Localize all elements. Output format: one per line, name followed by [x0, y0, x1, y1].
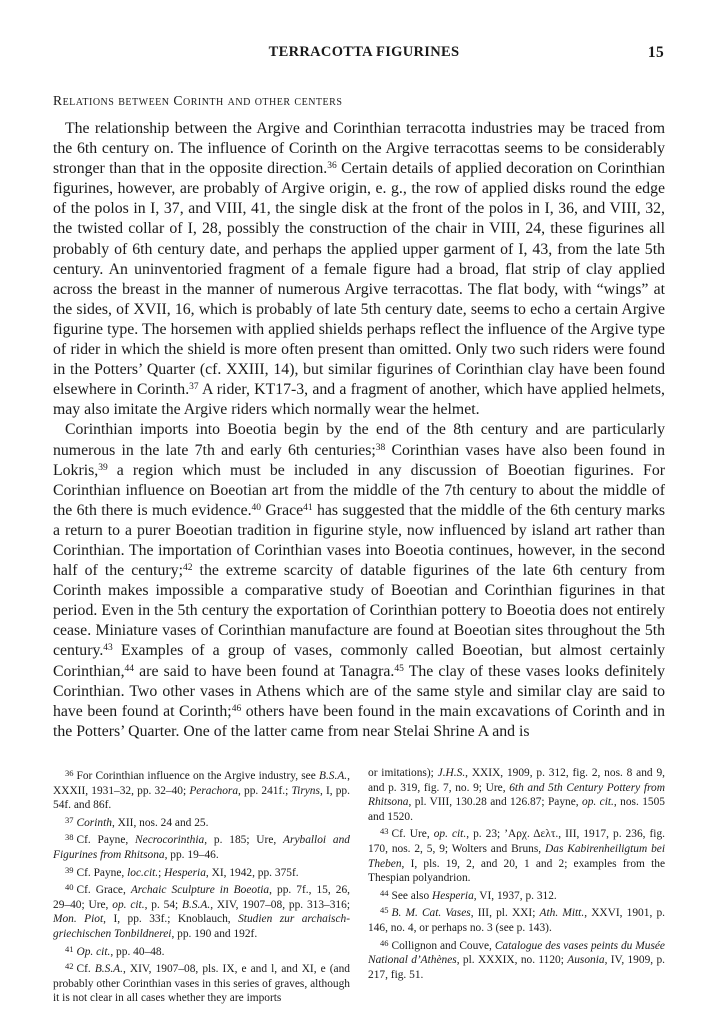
footnote-number: 36 — [65, 768, 74, 778]
section-heading: Relations between Corinth and other centers — [53, 93, 343, 108]
footnote-text: For Corinthian influence on the Argive industry, see — [76, 770, 319, 782]
footnotes-left-column — [53, 766, 351, 1005]
footnote-ref: 39 — [98, 462, 108, 473]
footnote-citation-title: Ausonia — [567, 954, 605, 967]
footnote-number: 45 — [380, 905, 389, 916]
footnote-citation-title: B. M. Cat. Vases — [391, 907, 471, 920]
footnote-citation-title: Op. cit. — [76, 945, 111, 958]
footnote-number: 44 — [380, 887, 389, 898]
footnote-text: See also — [391, 889, 432, 902]
footnote-text: , p. 23; ’Αρχ. Δελτ., III, 1917, p. 236, fig. 170, nos. 2, 5, 9; Wolters and Bruns, — [368, 828, 666, 855]
footnote-citation-title: Das Kabirenheiligtum bei Theben — [368, 842, 665, 870]
footnote — [53, 880, 350, 941]
footnote-text: , pp. 7f., 15, 26, 29–40; Ure, — [53, 884, 350, 911]
footnote-citation-title: J.H.S. — [437, 767, 466, 779]
footnote-text: ; — [158, 866, 165, 879]
footnote — [368, 824, 665, 885]
footnote-text: , XII, nos. 24 and 25. — [111, 816, 209, 829]
footnote-text: Cf. — [76, 963, 95, 976]
footnote-text: , I, pp. 33f.; Knoblauch, — [103, 913, 239, 926]
footnote-ref: 37 — [189, 382, 199, 393]
body-text — [53, 119, 665, 742]
footnote-text: Cf. Payne, — [76, 834, 136, 847]
footnote-text: or imitations); — [368, 767, 438, 779]
text-run: Corinthian vases have also been found in Lokris, — [53, 441, 665, 479]
text-run: Grace — [261, 501, 304, 519]
footnote-text: , I, pls. 19, 2, and 20, 1 and 2; examples from the Thespian polyandrion. — [368, 857, 665, 885]
footnote-text: , XXIX, 1909, p. 312, fig. 2, nos. 8 and 9, and p. 319, fig. 7, no. 9; Ure, — [368, 767, 665, 794]
footnote-text: , pl. XXXIX, no. 1120; — [456, 954, 568, 967]
footnote-text: Cf. Ure, — [391, 828, 434, 841]
footnote-text: , p. 185; Ure, — [204, 834, 284, 847]
footnote-text: , p. 54; — [144, 898, 183, 911]
running-head-title: TERRACOTTA FIGURINES — [268, 44, 460, 60]
text-run: The relationship between the Argive and Corinthian terracotta industries may be traced from the 6th century on. The influence of Corinth on the Argive terracottas seems to be considerably stronger than that in the opposite direction. — [53, 120, 665, 178]
footnote-citation-title: Tiryns — [291, 784, 320, 797]
footnote-ref: 42 — [182, 563, 193, 574]
footnote — [53, 942, 350, 960]
text-run: Certain details of applied decoration on Corinthian figurines, however, are probably of Argive origin, e. g., the row of applied disks round the edge of the polos in I, 37, and VIII, 41, the single disk at the front of the polos in I, 36, and VIII, 32, the twisted collar of I, 28, possibly the construction of the chair in VIII, 24, these figurines all probably of 6th century date, and perhaps the applied upper garment of I, 43, from the late 5th century. An uninventoried fragment of a female figure had a broad, flat strip of clay applied across the breast in the manner of numerous Argive terracottas. The flat body, with “wings” at the sides, of XVII, 16, which is probably of late 5th century date, seems to echo a certain Argive figurine type. The horsemen with applied shields perhaps reflect the influence of the Argive type of rider in which the shield is more often present than omitted. Only two such riders were found in the Potters’ Quarter (cf. XXIII, 14), but similar figurines of Corinthian clay have been found elsewhere in Corinth. — [53, 160, 665, 399]
footnote-citation-title: Catalogue des vases peints du Musée National d’Athènes — [368, 939, 665, 967]
footnote-text: Collignon and Couve, — [391, 939, 495, 952]
footnote-citation-title: Ath. Mitt. — [539, 907, 585, 920]
running-head — [64, 44, 664, 64]
footnote-ref: 41 — [303, 502, 313, 513]
footnote — [53, 766, 350, 813]
body-paragraph — [53, 420, 665, 742]
footnote-citation-title: op. cit. — [433, 828, 467, 841]
footnotes — [53, 766, 666, 1005]
footnote-citation-title: op. cit. — [582, 796, 614, 809]
footnote — [53, 863, 350, 881]
footnote — [368, 766, 665, 824]
footnote-text: , pl. VIII, 130.28 and 126.87; Payne, — [408, 796, 583, 809]
footnote-text: , XIV, 1907–08, pp. 313–316; — [210, 898, 350, 911]
footnote-text: , VI, 1937, p. 312. — [473, 889, 557, 902]
footnote-text: , XIV, 1907–08, pls. IX, e and l, and XI, e (and probably other Corinthian vases in this series of graves, although it is not clear in all cases whether they are imports — [53, 963, 351, 1005]
footnote-text: , I, pp. 54f. and 86f. — [53, 784, 350, 812]
text-run: the extreme scarcity of datable figurines of the late 6th century from Corinth makes impossible a comparative study of Boeotian and Corinthian figurines in that period. Even in the 5th century the exportation of Corinthian pottery to Boeotia does not entirely cease. Miniature vases of Corinthian manufacture are found at Boeotian sites throughout the 5th century. — [53, 562, 666, 660]
footnote-citation-title: loc.cit. — [127, 866, 159, 879]
footnote-citation-title: Necrocorinthia — [135, 834, 205, 847]
footnote-text: , IV, 1909, p. 217, fig. 51. — [368, 954, 665, 981]
footnote-ref: 45 — [394, 663, 404, 674]
footnote — [368, 903, 665, 935]
footnote-number: 41 — [65, 943, 74, 954]
footnote-citation-title: Hesperia — [432, 889, 474, 902]
footnote-number: 43 — [380, 826, 389, 837]
footnote-ref: 46 — [231, 703, 242, 714]
body-paragraph — [53, 119, 665, 420]
footnote-text: Cf. Grace, — [76, 884, 131, 897]
footnote-number: 38 — [65, 832, 74, 843]
footnote-text: Cf. Payne, — [76, 866, 128, 879]
footnote-number: 39 — [65, 864, 74, 875]
footnote-text: , nos. 1505 and 1520. — [368, 796, 665, 823]
text-run: a region which must be included in any discussion of Boeotian figurines. For Corinthian influence on Boeotian art from the middle of the 7th century to about the middle of the 6th there is much evidence. — [53, 461, 665, 519]
footnote-citation-title: B.S.A. — [318, 770, 348, 782]
footnote-citation-title: B.S.A. — [94, 963, 123, 976]
footnote-citation-title: Corinth — [76, 816, 112, 829]
footnote-citation-title: B.S.A. — [182, 898, 211, 911]
footnote-text: , XI, 1942, pp. 375f. — [205, 866, 299, 879]
text-run: others have been found in the main excavations of Corinth and in the Potters’ Quarter. One of the latter came from near Stelai Shrine A and is — [53, 702, 665, 740]
footnote-text: , pp. 190 and 192f. — [171, 927, 258, 940]
footnote — [368, 936, 665, 983]
footnote — [368, 886, 665, 904]
footnote-citation-title: Perachora — [189, 784, 239, 797]
footnote — [53, 959, 350, 1006]
footnote-number: 46 — [380, 937, 389, 948]
footnote-ref: 40 — [251, 502, 262, 513]
footnote-text: , pp. 19–46. — [164, 848, 219, 861]
footnote-citation-title: Mon. Piot — [53, 913, 104, 926]
footnote-number: 40 — [65, 882, 74, 893]
text-run: Examples of a group of vases, commonly called Boeotian, but almost certainly Corinthian, — [53, 642, 665, 680]
text-run: has suggested that the middle of the 6th century marks a return to a purer Boeotian tradition in figurine style, now influenced by island art rather than Corinthian. The importation of Corinthian vases into Boeotia continues, however, in the second half of the century; — [53, 501, 665, 580]
footnote-text: , XXXII, 1931–32, pp. 32–40; — [53, 770, 350, 797]
footnote-citation-title: op. cit. — [112, 898, 145, 911]
footnote-text: , pp. 40–48. — [110, 945, 165, 958]
footnote-citation-title: 6th and 5th Century Pottery from Rhitsona — [368, 781, 665, 809]
footnote-ref: 43 — [103, 643, 113, 654]
footnote-ref: 44 — [124, 663, 135, 674]
footnote-number: 42 — [65, 961, 74, 972]
text-run: The clay of these vases looks definitely Corinthian. Two other vases in Athens which are of the same style and similar clay are said to have been found at Corinth; — [53, 662, 666, 720]
footnote-citation-title: Archaic Sculpture in Boeotia — [130, 884, 270, 897]
footnotes-right-column — [368, 766, 665, 986]
footnote-text: , pp. 241f.; — [238, 784, 292, 797]
footnote-text: , XXVI, 1901, p. 146, no. 4, or perhaps no. 3 (see p. 143). — [368, 907, 665, 934]
footnote-citation-title: Studien zur archaisch-griechischen Tonbildnerei — [53, 913, 350, 940]
footnote — [53, 813, 350, 831]
text-run: are said to have been found at Tanagra. — [134, 662, 395, 680]
page-number: 15 — [647, 44, 664, 61]
footnote-text: , III, pl. XXI; — [470, 907, 540, 920]
footnote-number: 37 — [65, 814, 74, 825]
text-run: A rider, KT17-3, and a fragment of another, which have applied helmets, may also imitate the Argive riders which normally wear the helmet. — [53, 381, 665, 419]
footnote-citation-title: Aryballoi and Figurines from Rhitsona — [53, 834, 350, 861]
text-run: Corinthian imports into Boeotia begin by the end of the 8th century and are particularly numerous in the late 7th and early 6th centuries; — [53, 421, 665, 459]
footnote-citation-title: Hesperia — [164, 866, 206, 879]
footnote-ref: 38 — [375, 442, 386, 453]
footnote-ref: 36 — [327, 161, 337, 172]
footnote — [53, 830, 350, 862]
